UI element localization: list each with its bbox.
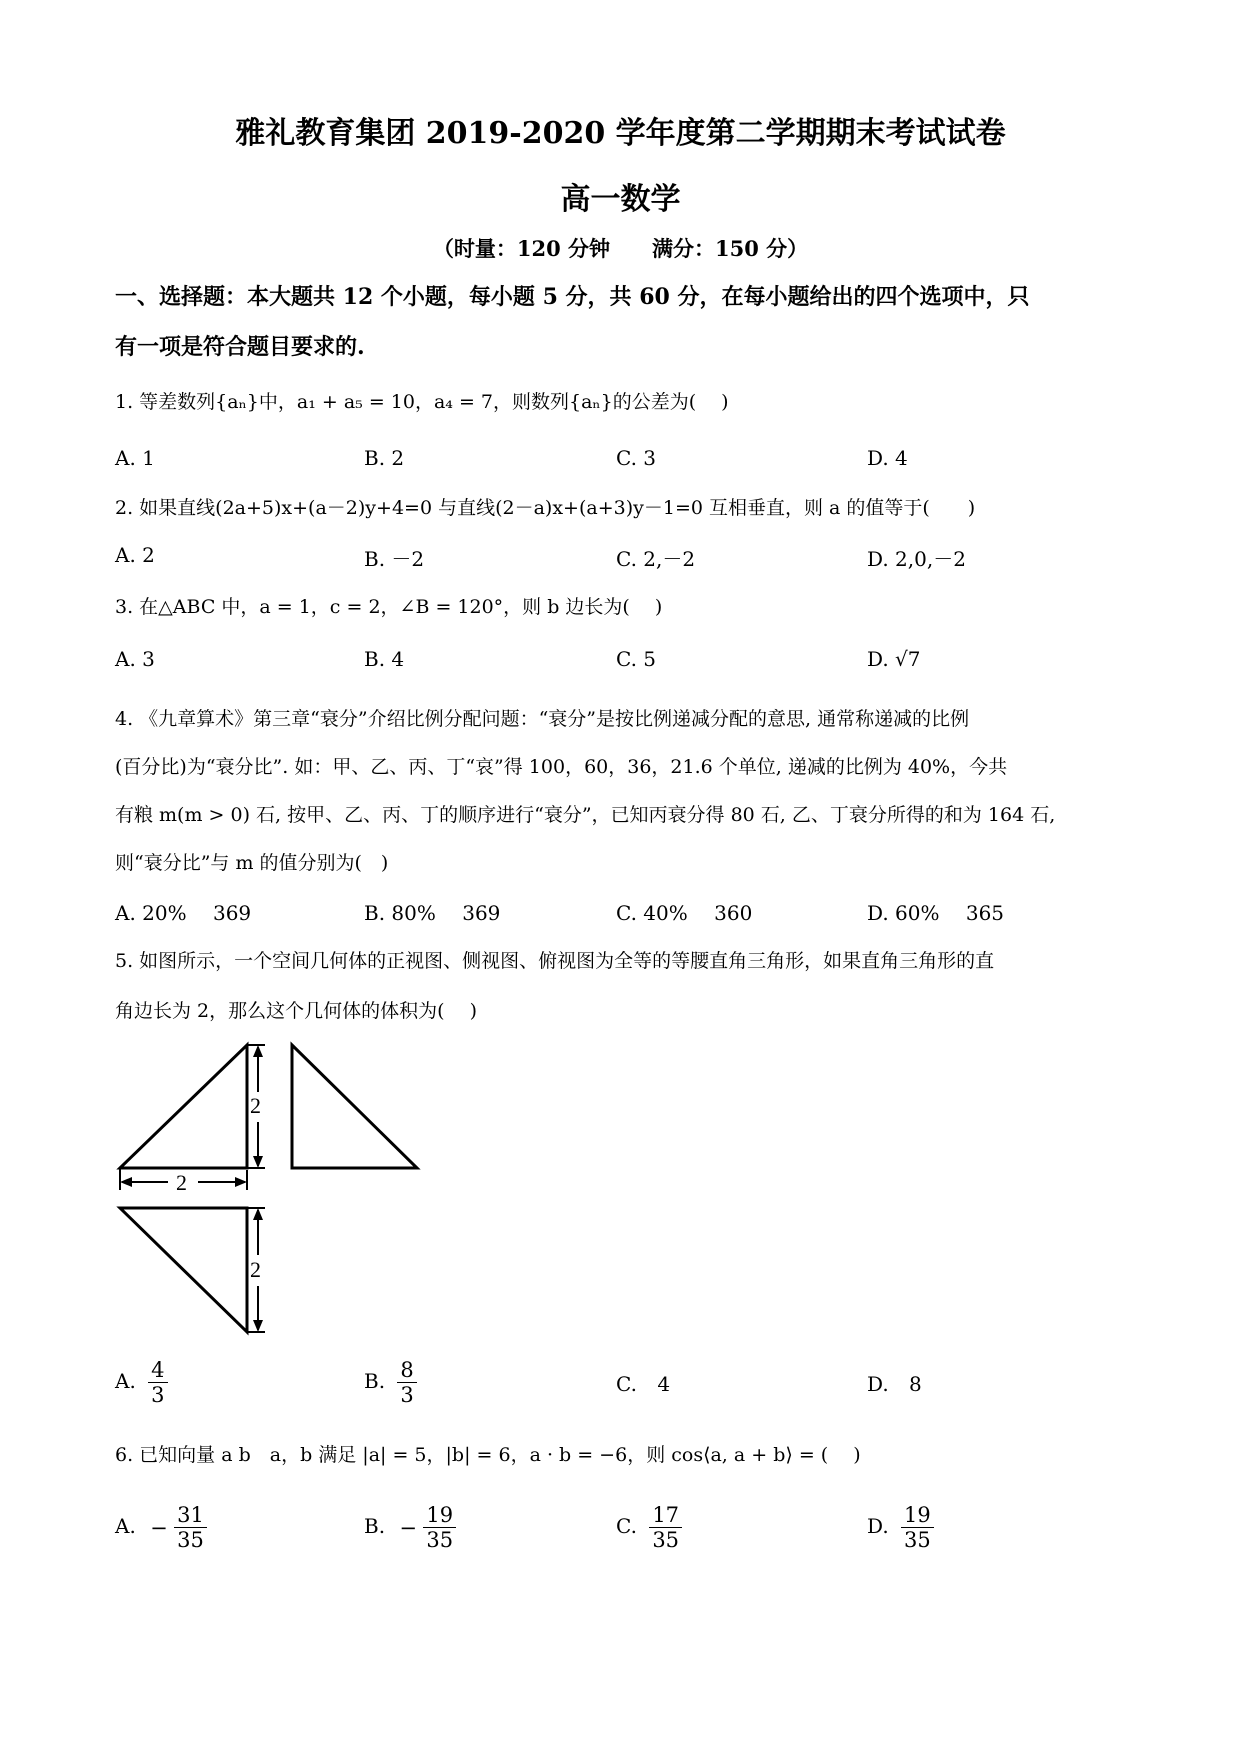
minus-sign: − <box>399 1515 418 1540</box>
q3-option-b: B. 4 <box>364 647 405 671</box>
option-letter: C. <box>616 1372 637 1396</box>
q6-option-d <box>867 1503 934 1552</box>
q6-option-a <box>115 1503 207 1552</box>
option-letter: A. <box>115 1514 136 1539</box>
denominator: 35 <box>426 1528 454 1553</box>
option-letter: B. <box>364 1369 386 1394</box>
q1-option-d: D. 4 <box>867 446 908 470</box>
q4-option-a: A. 20% 369 <box>115 901 252 925</box>
front-height-label: 2 <box>250 1093 261 1118</box>
question-6-stem: 6. 已知向量 a b a，b 满足 |a| = 5，|b| = 6，a · b = −6，则 cos⟨a, a + b⟩ = ( ) <box>115 1444 861 1466</box>
q2-option-a: A. 2 <box>115 543 155 567</box>
fraction <box>901 1503 934 1552</box>
front-view-triangle <box>120 1045 265 1195</box>
fraction <box>397 1358 416 1407</box>
page-subtitle: 高一数学 <box>560 182 681 217</box>
option-letter: B. <box>364 1514 386 1539</box>
option-letter: D. <box>867 1514 889 1539</box>
question-1-stem: 1. 等差数列{aₙ}中，a₁ + a₅ = 10，a₄ = 7，则数列{aₙ}的公差为( ) <box>115 391 729 413</box>
question-4-line3: 有粮 m(m > 0) 石, 按甲、乙、丙、丁的顺序进行“衰分”，已知丙衰分得 80 石, 乙、丁衰分所得的和为 164 石, <box>115 804 1056 826</box>
q2-option-d: D. 2,0,－2 <box>867 547 966 571</box>
fraction <box>174 1503 207 1552</box>
denominator: 35 <box>177 1528 204 1553</box>
question-5-line1: 5. 如图所示，一个空间几何体的正视图、侧视图、俯视图为全等的等腰直角三角形，如果直角三角形的直 <box>115 950 995 972</box>
q4-option-c: C. 40% 360 <box>616 901 753 925</box>
side-view-triangle <box>292 1045 417 1168</box>
numerator: 31 <box>174 1503 207 1528</box>
q5-option-b <box>364 1358 417 1407</box>
q4-option-b: B. 80% 369 <box>364 901 501 925</box>
numerator: 4 <box>148 1358 167 1383</box>
question-4-line2: (百分比)为“衰分比”. 如：甲、乙、丙、丁“哀”得 100，60，36，21.6 个单位, 递减的比例为 40%，今共 <box>115 756 1008 778</box>
fraction <box>148 1358 167 1407</box>
denominator: 35 <box>904 1528 931 1553</box>
q6-option-b <box>364 1503 456 1552</box>
q3-option-c: C. 5 <box>616 647 657 671</box>
option-letter: A. <box>115 1369 136 1394</box>
exam-info: （时量：120 分钟 满分：150 分） <box>432 236 809 261</box>
denominator: 3 <box>151 1383 165 1408</box>
q1-option-a: A. 1 <box>115 446 155 470</box>
numerator: 19 <box>901 1503 934 1528</box>
question-2-stem: 2. 如果直线(2a+5)x+(a－2)y+4=0 与直线(2－a)x+(a+3)y－1=0 互相垂直，则 a 的值等于( ) <box>115 497 976 519</box>
question-4-line4: 则“衰分比”与 m 的值分别为( ) <box>115 852 389 874</box>
q3-option-d: D. √7 <box>867 647 921 671</box>
option-value: 4 <box>657 1372 671 1396</box>
top-view-triangle <box>120 1208 265 1332</box>
page-title: 雅礼教育集团 2019-2020 学年度第二学期期末考试试卷 <box>235 116 1006 151</box>
option-value: 8 <box>909 1372 922 1396</box>
question-4-line1: 4. 《九章算术》第三章“衰分”介绍比例分配问题：“衰分”是按比例递减分配的意思, 通常称递减的比例 <box>115 708 970 730</box>
q1-option-b: B. 2 <box>364 446 405 470</box>
q5-option-c <box>616 1372 670 1396</box>
question-5-line2: 角边长为 2，那么这个几何体的体积为( ) <box>115 1000 477 1022</box>
top-height-label: 2 <box>250 1257 261 1282</box>
three-view-figure <box>100 1030 440 1350</box>
q2-option-c: C. 2,－2 <box>616 547 696 571</box>
numerator: 17 <box>649 1503 682 1528</box>
denominator: 35 <box>652 1528 680 1553</box>
q1-option-c: C. 3 <box>616 446 657 470</box>
q6-option-c <box>616 1503 682 1552</box>
fraction <box>649 1503 682 1552</box>
q4-option-d: D. 60% 365 <box>867 901 1005 925</box>
q3-option-a: A. 3 <box>115 647 155 671</box>
q2-option-b: B. －2 <box>364 547 425 571</box>
numerator: 19 <box>423 1503 456 1528</box>
denominator: 3 <box>400 1383 414 1408</box>
section-heading-line2: 有一项是符合题目要求的. <box>115 334 365 360</box>
question-3-stem: 3. 在△ABC 中，a = 1，c = 2，∠B = 120°，则 b 边长为( ) <box>115 596 663 618</box>
minus-sign: − <box>150 1515 168 1540</box>
q5-option-d <box>867 1372 922 1396</box>
option-letter: C. <box>616 1514 637 1539</box>
section-heading-line1: 一、选择题：本大题共 12 个小题，每小题 5 分，共 60 分，在每小题给出的四个选项中，只 <box>115 284 1030 310</box>
numerator: 8 <box>397 1358 416 1383</box>
q5-option-a <box>115 1358 168 1407</box>
fraction <box>423 1503 456 1552</box>
option-letter: D. <box>867 1372 889 1396</box>
front-base-label: 2 <box>176 1170 187 1195</box>
